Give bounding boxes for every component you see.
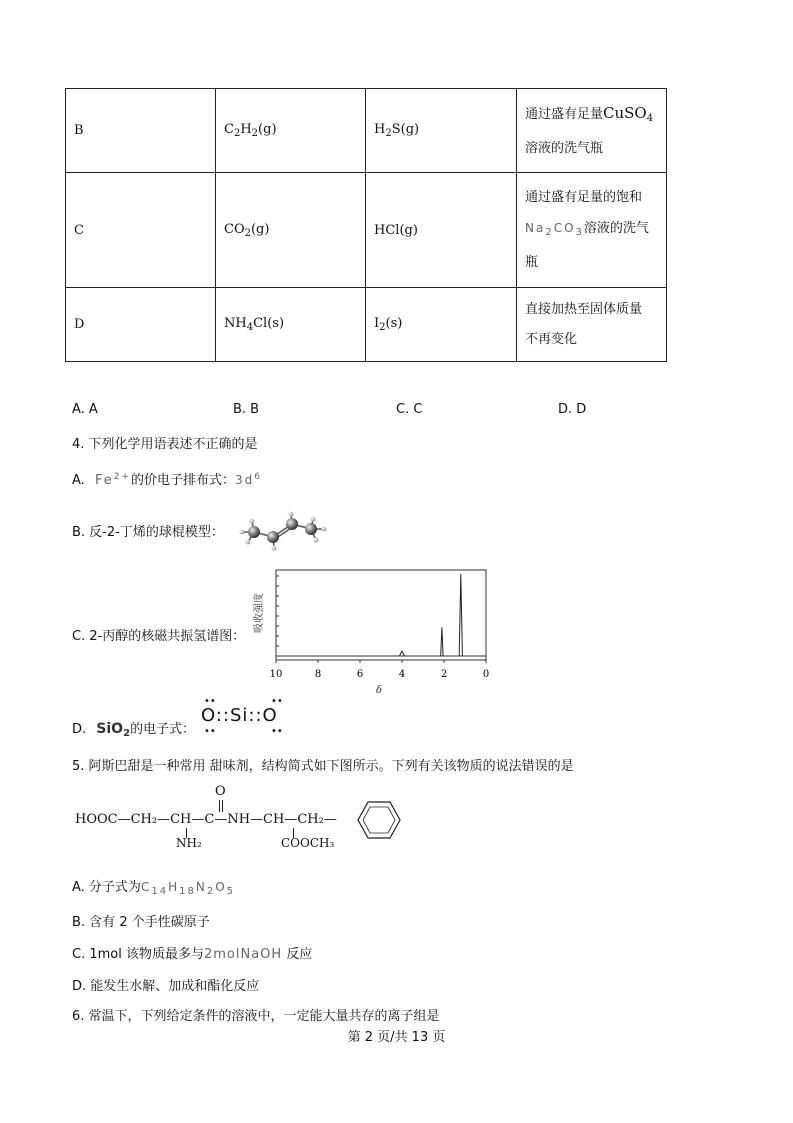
row-label: B [66,89,216,173]
q5-option-d: D. 能发生水解、加成和酯化反应 [72,979,260,994]
ball-stick-model [236,512,336,554]
substance-cell: $C_2H_2(g)$ [216,89,366,173]
lone-pair-top-left: •• [204,696,216,707]
carbonyl-o: O [215,784,226,799]
option-c: C. C [396,402,423,417]
option-a: A. A [72,402,98,417]
table-row-b [66,89,667,173]
amino-group: NH₂ [176,836,202,850]
main-chain: HOOC—CH₂—CH—C—NH—CH—CH₂— [75,812,337,827]
row-label: D [66,288,216,362]
x-tick-label: 10 [269,669,283,680]
q5-option-b: B. 含有 2 个手性碳原子 [72,915,210,930]
question-5-stem: 5. 阿斯巴甜是一种常用 甜味剂，结构简式如下图所示。下列有关该物质的说法错误的是 [72,759,574,774]
q4-option-a: A. $Fe^{2+}$的价电子排布式：$3d^6$ [72,472,262,488]
q5-option-c: C. 1mol 该物质最多与2molNaOH 反应 [72,947,313,962]
substance-cell: $CO_2(g)$ [216,173,366,288]
impurity-cell: $H_2S(g)$ [366,89,517,173]
option-d: D. D [558,402,587,417]
nmr-peak [459,574,462,656]
q4-option-c: C. 2-丙醇的核磁共振氢谱图： [72,629,246,644]
method-cell: 直接加热至固体质量 不再变化 [517,288,667,362]
y-axis-label: 吸收强度 [254,593,265,633]
method-cell: 通过盛有足量的饱和 $Na_2CO_3$溶液的洗气 瓶 [517,173,667,288]
lone-pair-bottom-right: •• [271,726,283,737]
lone-pair-top-right: •• [271,696,283,707]
options-table [65,88,667,362]
q5-option-a: A. 分子式为$C_{14}H_{18}N_2O_5$ [72,880,236,897]
x-tick-label: 8 [314,669,322,680]
substance-cell: $NH_4Cl(s)$ [216,288,366,362]
lewis-structure: O::Si::O •• •• •• •• [201,696,283,737]
nmr-peak [400,651,405,656]
table-row-d [66,288,667,362]
option-b: B. B [233,402,260,417]
q4-option-b: B. 反-2-丁烯的球棍模型： [72,525,224,540]
benzene-ring-icon [357,800,401,840]
ester-group: COOCH₃ [281,836,335,850]
impurity-cell: HCl(g) [366,173,517,288]
nmr-chart [256,568,496,698]
page-footer: 第 2 页/共 13 页 [347,1030,446,1045]
aspartame-structure [75,784,415,854]
x-tick-label: 4 [398,669,406,680]
question-4-stem: 4. 下列化学用语表述不正确的是 [72,437,258,452]
row-label: C [66,173,216,288]
question-6-stem: 6. 常温下，下列给定条件的溶液中，一定能大量共存的离子组是 [72,1009,440,1024]
x-tick-label: 2 [440,669,448,680]
x-tick-label: 0 [482,669,490,680]
impurity-cell: $I_2(s)$ [366,288,517,362]
x-tick-label: 6 [356,669,364,680]
nmr-chart-svg [256,568,496,698]
x-axis-label: δ [375,685,383,696]
q4-option-d: D. SiO$_2$的电子式： [72,721,196,739]
method-cell: 通过盛有足量CuSO$_4$ 溶液的洗气瓶 [517,89,667,173]
table-row-c [66,173,667,288]
lone-pair-bottom-left: •• [204,726,216,737]
nmr-peak [441,627,443,656]
plot-frame [276,570,486,660]
molecular-formula: $C_{14}H_{18}N_2O_5$ [140,880,236,897]
